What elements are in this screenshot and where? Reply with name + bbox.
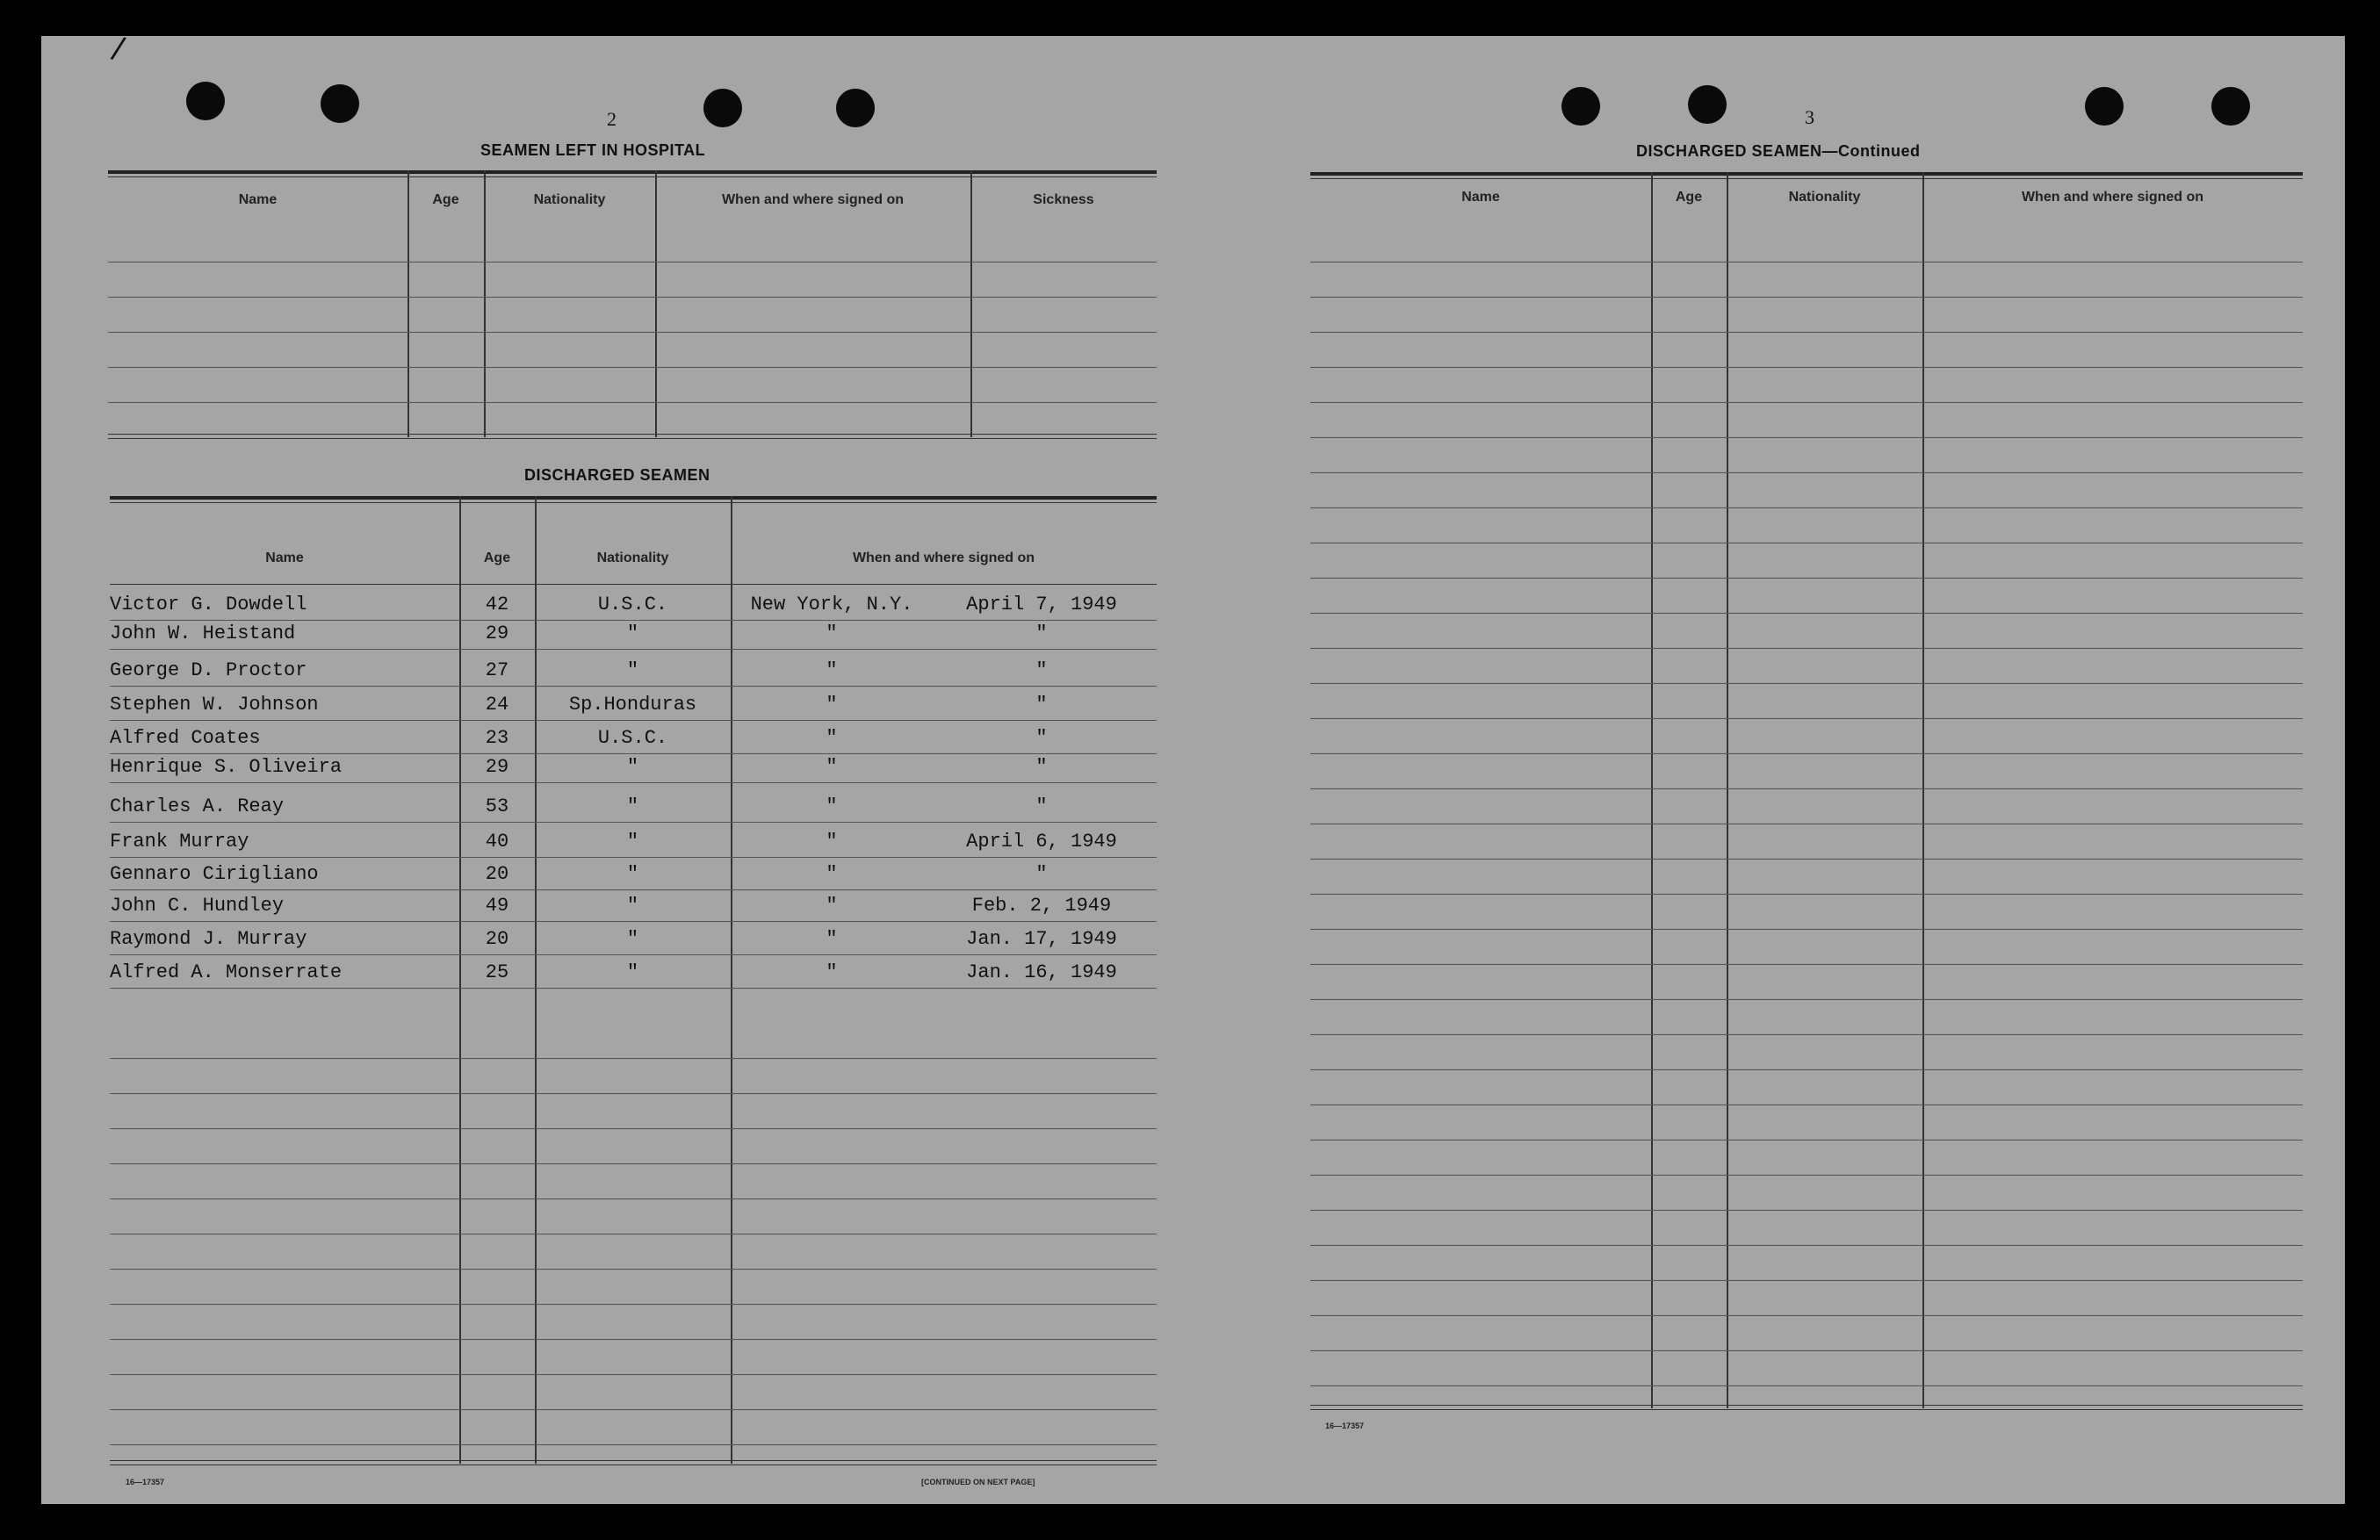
seaman-nationality: " — [626, 895, 639, 917]
discharged-continued-table — [1310, 172, 2303, 1445]
table-row-line — [1310, 613, 2303, 614]
table-row-line — [110, 857, 1157, 858]
signed-on-place: " — [826, 863, 838, 885]
table-row-line — [1310, 929, 2303, 930]
table-row-line — [110, 753, 1157, 754]
signed-on-date: " — [1035, 863, 1048, 885]
table-row-line — [110, 954, 1157, 955]
seaman-name: Raymond J. Murray — [110, 928, 307, 950]
signed-on-place: " — [826, 795, 838, 817]
punch-hole — [2085, 87, 2124, 126]
table-row-line — [110, 1269, 1157, 1270]
table-row-line — [1310, 999, 2303, 1000]
column-header-signed-on: When and where signed on — [2021, 190, 2204, 205]
table-row-line — [1310, 859, 2303, 860]
seaman-nationality: U.S.C. — [597, 727, 668, 749]
table-row-line — [1310, 402, 2303, 403]
table-row-line — [1310, 472, 2303, 473]
table-row-line — [1310, 1245, 2303, 1246]
signed-on-place: " — [826, 928, 838, 950]
punch-hole — [703, 89, 742, 127]
column-header-nationality: Nationality — [1788, 190, 1861, 205]
discharged-continued-title — [1636, 142, 1921, 161]
table-row-line — [110, 649, 1157, 650]
seaman-name: Charles A. Reay — [110, 795, 285, 817]
hospital-table — [108, 170, 1157, 483]
seaman-age: 40 — [485, 831, 509, 853]
table-row-line — [1310, 437, 2303, 438]
left-page — [41, 30, 1192, 1504]
table-row-line — [1310, 788, 2303, 789]
punch-hole — [836, 89, 875, 127]
ink-tick-mark: / — [109, 30, 128, 67]
seaman-name: Gennaro Cirigliano — [110, 863, 319, 885]
table-row-line — [1310, 332, 2303, 333]
seaman-name: John C. Hundley — [110, 895, 285, 917]
seaman-nationality: " — [626, 622, 639, 644]
continued-suffix: —Continued — [1821, 142, 1921, 160]
signed-on-place: " — [826, 831, 838, 853]
column-header-sickness: Sickness — [1033, 192, 1094, 207]
table-row-line — [110, 620, 1157, 621]
seaman-nationality: " — [626, 831, 639, 853]
column-header-age: Age — [483, 551, 511, 565]
signed-on-date: " — [1035, 795, 1048, 817]
table-row-line — [1310, 683, 2303, 684]
table-row-line — [1310, 648, 2303, 649]
column-header-name: Name — [238, 192, 278, 207]
column-header-nationality: Nationality — [596, 551, 669, 565]
table-row-line — [110, 1058, 1157, 1059]
seaman-name: Henrique S. Oliveira — [110, 756, 343, 778]
seaman-nationality: " — [626, 659, 639, 681]
seaman-nationality: " — [626, 961, 639, 983]
signed-on-place: " — [826, 961, 838, 983]
column-header-signed-on: When and where signed on — [721, 192, 905, 207]
table-row-line — [1310, 262, 2303, 263]
signed-on-date: " — [1035, 694, 1048, 716]
signed-on-date: " — [1035, 659, 1048, 681]
table-row-line — [1310, 1069, 2303, 1070]
table-row-line — [110, 921, 1157, 922]
table-row-line — [1310, 753, 2303, 754]
signed-on-date: April 7, 1949 — [966, 594, 1117, 615]
signed-on-place: " — [826, 756, 838, 778]
column-header-name: Name — [1461, 190, 1500, 205]
punch-hole — [186, 82, 225, 120]
table-row-line — [1310, 1140, 2303, 1141]
table-row-line — [1310, 1315, 2303, 1316]
seaman-age: 20 — [485, 863, 509, 885]
seaman-age: 25 — [485, 961, 509, 983]
table-row-line — [1310, 1175, 2303, 1176]
signed-on-place: New York, N.Y. — [750, 594, 913, 615]
table-row-line — [110, 1128, 1157, 1129]
page-number: 2 — [607, 108, 617, 130]
table-row-line — [1310, 1350, 2303, 1351]
column-header-nationality: Nationality — [533, 192, 606, 207]
table-row-line — [110, 686, 1157, 687]
seaman-nationality: " — [626, 756, 639, 778]
seaman-nationality: " — [626, 928, 639, 950]
table-row-line — [110, 1093, 1157, 1094]
table-row-line — [110, 720, 1157, 721]
seaman-name: Alfred Coates — [110, 727, 261, 749]
punch-hole — [321, 84, 359, 123]
table-row-line — [1310, 718, 2303, 719]
seaman-nationality: " — [626, 795, 639, 817]
signed-on-date: " — [1035, 622, 1048, 644]
table-row-line — [1310, 1210, 2303, 1211]
discharged-continued-title-text: DISCHARGED SEAMEN — [1636, 142, 1822, 160]
table-row-line — [1310, 297, 2303, 298]
table-row-line — [1310, 1034, 2303, 1035]
form-number: 16—17357 — [1325, 1421, 1365, 1430]
table-row-line — [1310, 578, 2303, 579]
seaman-nationality: U.S.C. — [597, 594, 668, 615]
table-row-line — [110, 1444, 1157, 1445]
table-row-line — [1310, 894, 2303, 895]
column-header-age: Age — [1675, 190, 1703, 205]
document-sheet — [41, 30, 2345, 1504]
seaman-age: 29 — [485, 756, 509, 778]
seaman-nationality: Sp.Honduras — [568, 694, 697, 716]
table-row-line — [1310, 1280, 2303, 1281]
seaman-nationality: " — [626, 863, 639, 885]
table-row-line — [110, 822, 1157, 823]
column-header-name: Name — [265, 551, 304, 565]
signed-on-date: Jan. 17, 1949 — [966, 928, 1117, 950]
continued-note: [CONTINUED ON NEXT PAGE] — [921, 1478, 1035, 1486]
seaman-age: 20 — [485, 928, 509, 950]
seaman-name: Stephen W. Johnson — [110, 694, 319, 716]
seaman-name: Victor G. Dowdell — [110, 594, 307, 615]
table-row-line — [110, 1163, 1157, 1164]
hospital-section-title: SEAMEN LEFT IN HOSPITAL — [480, 141, 706, 159]
seaman-age: 27 — [485, 659, 509, 681]
table-row-line — [110, 1304, 1157, 1305]
table-row-line — [110, 1409, 1157, 1410]
signed-on-place: " — [826, 659, 838, 681]
seaman-age: 23 — [485, 727, 509, 749]
punch-hole — [1561, 87, 1600, 126]
seaman-age: 42 — [485, 594, 509, 615]
punch-hole — [2211, 87, 2250, 126]
signed-on-date: Jan. 16, 1949 — [966, 961, 1117, 983]
seaman-name: Frank Murray — [110, 831, 249, 853]
table-row-line — [1310, 367, 2303, 368]
signed-on-place: " — [826, 895, 838, 917]
table-row-line — [110, 988, 1157, 989]
table-row-line — [110, 1339, 1157, 1340]
column-header-signed-on: When and where signed on — [852, 551, 1035, 565]
seaman-name: George D. Proctor — [110, 659, 307, 681]
table-row-line — [1310, 1385, 2303, 1386]
seaman-age: 49 — [485, 895, 509, 917]
page-number: 3 — [1805, 106, 1814, 128]
signed-on-place: " — [826, 694, 838, 716]
seaman-age: 24 — [485, 694, 509, 716]
signed-on-date: " — [1035, 727, 1048, 749]
seaman-age: 53 — [485, 795, 509, 817]
seaman-name: Alfred A. Monserrate — [110, 961, 343, 983]
column-header-age: Age — [432, 192, 459, 207]
discharged-section-title: DISCHARGED SEAMEN — [524, 466, 710, 484]
form-number: 16—17357 — [126, 1478, 165, 1486]
table-row-line — [1310, 507, 2303, 508]
seaman-age: 29 — [485, 622, 509, 644]
signed-on-place: " — [826, 727, 838, 749]
punch-hole — [1688, 85, 1727, 124]
signed-on-place: " — [826, 622, 838, 644]
table-row-line — [110, 1374, 1157, 1375]
right-page — [1218, 36, 2345, 1504]
table-row-line — [110, 1198, 1157, 1199]
table-row-line — [110, 782, 1157, 783]
signed-on-date: April 6, 1949 — [966, 831, 1117, 853]
signed-on-date: Feb. 2, 1949 — [971, 895, 1112, 917]
seaman-name: John W. Heistand — [110, 622, 296, 644]
discharged-table — [110, 496, 1157, 1466]
table-row-line — [1310, 964, 2303, 965]
table-row-line — [110, 889, 1157, 890]
signed-on-date: " — [1035, 756, 1048, 778]
